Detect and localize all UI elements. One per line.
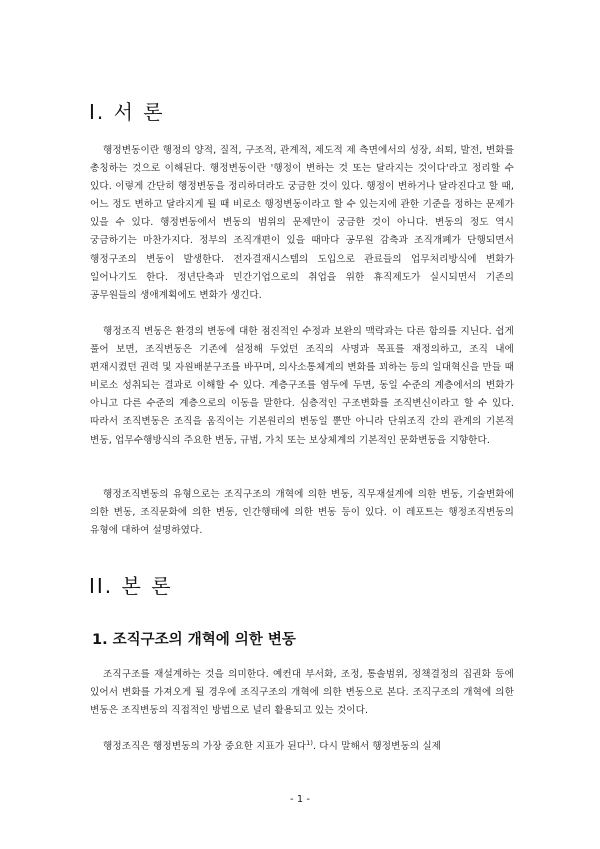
intro-paragraph-1: 행정변동이란 행정의 양적, 질적, 구조적, 관계적, 제도적 제 측면에서의 성장, 쇠퇴, 발전, 변화를 총칭하는 것으로 이해된다. 행정변동이란 '행정이 변하는 것 또는 달라지는 것이다'라고 정리할 수 있다. 이렇게 간단히 행정변동을 정리하더라도 궁금한 것이 있다. 행정이 변하거나 달라진다고 할 때, 어느 정도 변하고 달라지게 될 때 비로소 행정변동이라고 할 수 있는지에 관한 기준을 정하는 문제가 있을 수 있다. 행정변동에서 변동의 범위의 문제만이 궁금한 것이 아니다. 변동의 정도 역시 궁금하기는 마찬가지다. 정부의 조직개편이 있을 때마다 공무원 감축과 조직개폐가 단행되면서 행정구조의 변동이 발생한다. 전자결재시스템의 도입으로 관료들의 업무처리방식에 변화가 일어나기도 한다. 정년단축과 민간기업으로의 취업을 위한 휴직제도가 실시되면서 기존의 공무원들의 생애계획에도 변화가 생긴다. — [90, 145, 514, 301]
intro-paragraph-2: 행정조직 변동은 환경의 변동에 대한 점진적인 수정과 보완의 맥락과는 다른 함의를 지닌다. 쉽게 풀어 보면, 조직변동은 기존에 설정해 두었던 조직의 사명과 목표를 재정의하고, 조직 내에 편재시켰던 권력 및 자원배분구조를 바꾸며, 의사소통체계의 변화를 꾀하는 등의 일대혁신을 만들 때 비로소 성취되는 결과로 이해할 수 있다. 계층구조를 염두에 두면, 동일 수준의 계층에서의 변화가 아니고 다른 수준의 계층으로의 이동을 말한다. 심층적인 구조변화를 조직변신이라고 할 수 있다. 따라서 조직변동은 조직을 움직이는 기본원리의 변동일 뿐만 아니라 단위조직 간의 관계의 기본적 변동, 업무수행방식의 주요한 변동, 규범, 가치 또는 보상체계의 기본적인 문화변동을 지향한다. — [90, 326, 514, 446]
body-paragraph-2 — [90, 738, 514, 756]
section-heading-introduction: I. 서 론 — [89, 100, 165, 124]
page-number: - 1 - — [290, 794, 310, 805]
section-heading-body: II. 본 론 — [89, 574, 173, 598]
footnote-marker[interactable]: 1) — [306, 738, 313, 747]
subsection-heading-structural-reform: 1. 조직구조의 개혁에 의한 변동 — [92, 632, 296, 648]
body-paragraph-2-text-b: . 다시 말해서 행정변동의 실제 — [312, 741, 442, 752]
intro-paragraph-3: 행정조직변동의 유형으로는 조직구조의 개혁에 의한 변동, 직무재설계에 의한 변동, 기술변화에 의한 변동, 조직문화에 의한 변동, 인간행태에 의한 변동 등이 있다. 이 레포트는 행정조직변동의 유형에 대하여 설명하였다. — [90, 489, 514, 537]
body-paragraph-2-text-a: 행정조직은 행정변동의 가장 중요한 지표가 된다 — [103, 741, 307, 752]
body-paragraph-1: 조직구조를 재설계하는 것을 의미한다. 예컨대 부서화, 조정, 통솔범위, 정책결정의 집권화 등에 있어서 변화를 가져오게 될 경우에 조직구조의 개혁에 의한 변동으로 본다. 조직구조의 개혁에 의한 변동은 조직변동의 직접적인 방법으로 널리 활용되고 있는 것이다. — [90, 669, 514, 717]
